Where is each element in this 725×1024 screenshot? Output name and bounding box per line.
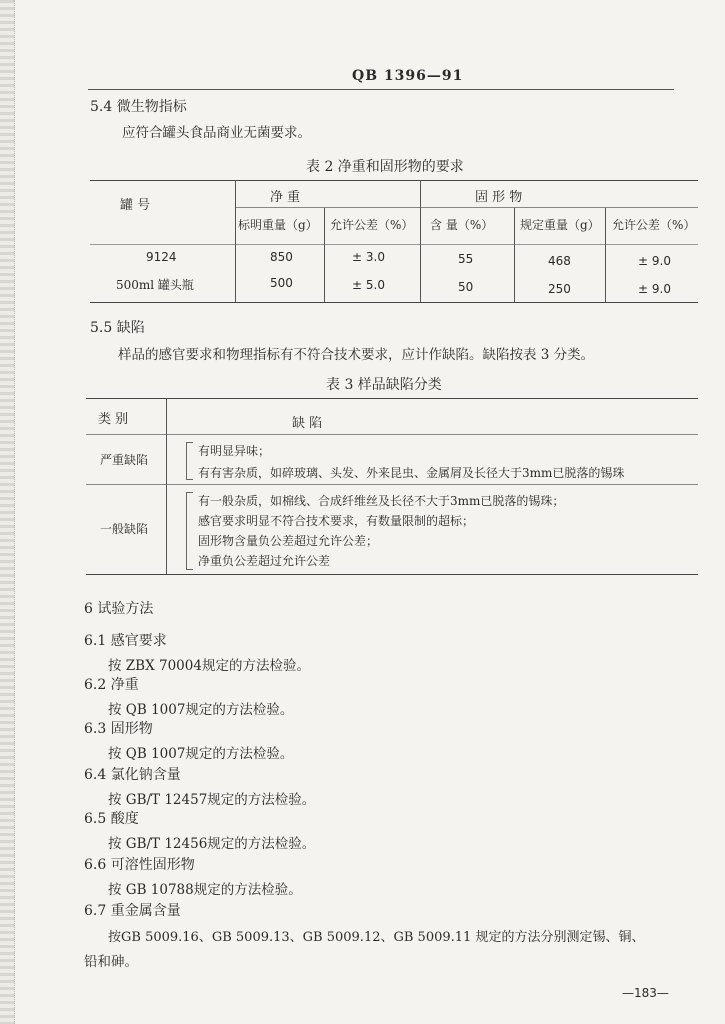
table-2-bottom-rule	[90, 302, 698, 303]
row-2-tolerance-2: ± 9.0	[638, 282, 671, 296]
row-1-tolerance: ± 3.0	[352, 250, 385, 264]
section-6-1-text: 按 ZBX 70004规定的方法检验。	[108, 658, 310, 674]
table-2-caption: 表 2 净重和固形物的要求	[306, 159, 464, 175]
section-6-6-heading: 6.6 可溶性固形物	[84, 857, 195, 873]
row-1-specified: 468	[548, 254, 571, 268]
table-2-sub-rule	[236, 207, 698, 208]
col-category: 类 别	[98, 412, 129, 427]
section-6-5-heading: 6.5 酸度	[84, 811, 139, 827]
sub-specified-weight: 规定重量（g）	[520, 218, 600, 232]
table-3-caption: 表 3 样品缺陷分类	[326, 377, 442, 393]
binding-edge	[0, 0, 15, 1024]
section-6-7-text: 按GB 5009.16、GB 5009.13、GB 5009.12、GB 5009.11 规定的方法分别测定锡、铜、	[108, 930, 645, 945]
general-item-3: 固形物含量负公差超过允许公差；	[198, 534, 379, 548]
section-6-3-text: 按 QB 1007规定的方法检验。	[108, 746, 294, 762]
row-2-tolerance: ± 5.0	[352, 278, 385, 292]
table-2-header-rule	[90, 244, 698, 245]
sub-labeled-weight: 标明重量（g）	[238, 218, 318, 232]
table-3-mid-rule	[86, 484, 698, 485]
table-2-top-rule	[90, 180, 698, 181]
section-6-heading: 6 试验方法	[84, 601, 154, 617]
col-can-type: 罐 号	[120, 198, 151, 213]
row-2-type: 500ml 罐头瓶	[116, 278, 194, 292]
row-2-labeled: 500	[270, 276, 293, 290]
table-3	[86, 398, 698, 576]
serious-item-2: 有有害杂质，如碎玻璃、头发、外来昆虫、金属屑及长径大于3mm已脱落的锡珠	[198, 466, 625, 480]
col-solids: 固 形 物	[475, 190, 523, 205]
sub-tolerance: 允许公差（%）	[330, 218, 414, 232]
general-item-4: 净重负公差超过允许公差	[198, 554, 331, 568]
serious-item-1: 有明显异味；	[198, 444, 271, 458]
section-6-7-heading: 6.7 重金属含量	[84, 903, 181, 919]
general-defect-label: 一般缺陷	[100, 522, 149, 536]
header-rule	[88, 89, 674, 90]
row-1-type: 9124	[146, 250, 177, 264]
table-2	[90, 180, 698, 304]
general-item-2: 感官要求明显不符合技术要求，有数量限制的超标；	[198, 514, 475, 528]
serious-defect-label: 严重缺陷	[100, 453, 149, 467]
section-5-4-text: 应符合罐头食品商业无菌要求。	[122, 125, 311, 141]
row-1-labeled: 850	[270, 250, 293, 264]
col-net-weight: 净 重	[270, 190, 301, 205]
standard-code: QB 1396—91	[352, 68, 464, 84]
row-2-specified: 250	[548, 282, 571, 296]
section-5-5-heading: 5.5 缺陷	[90, 320, 145, 336]
row-1-content: 55	[458, 252, 474, 266]
section-5-5-text: 样品的感官要求和物理指标有不符合技术要求，应计作缺陷。缺陷按表 3 分类。	[118, 347, 595, 363]
sub-tolerance-2: 允许公差（%）	[612, 218, 696, 232]
section-5-4-heading: 5.4 微生物指标	[90, 99, 187, 115]
section-6-6-text: 按 GB 10788规定的方法检验。	[108, 882, 302, 898]
table-3-bottom-rule	[86, 574, 698, 575]
section-6-7-continuation: 铅和砷。	[84, 954, 138, 970]
col-defect: 缺 陷	[292, 416, 323, 431]
row-1-tolerance-2: ± 9.0	[638, 254, 671, 268]
section-6-1-heading: 6.1 感官要求	[84, 633, 167, 649]
sub-content: 含 量（%）	[430, 218, 494, 232]
serious-brace	[186, 442, 193, 480]
general-brace	[186, 492, 193, 570]
section-6-4-heading: 6.4 氯化钠含量	[84, 767, 181, 783]
row-2-content: 50	[458, 280, 474, 294]
section-6-5-text: 按 GB/T 12456规定的方法检验。	[108, 836, 316, 852]
section-6-2-heading: 6.2 净重	[84, 677, 139, 693]
section-6-4-text: 按 GB/T 12457规定的方法检验。	[108, 792, 316, 808]
general-item-1: 有一般杂质，如棉线、合成纤维丝及长径不大于3mm已脱落的锡珠；	[198, 494, 565, 508]
section-6-2-text: 按 QB 1007规定的方法检验。	[108, 702, 294, 718]
page-number: —183—	[622, 986, 669, 1000]
section-6-3-heading: 6.3 固形物	[84, 721, 153, 737]
table-3-header-rule	[86, 434, 698, 435]
table-3-top-rule	[86, 398, 698, 399]
